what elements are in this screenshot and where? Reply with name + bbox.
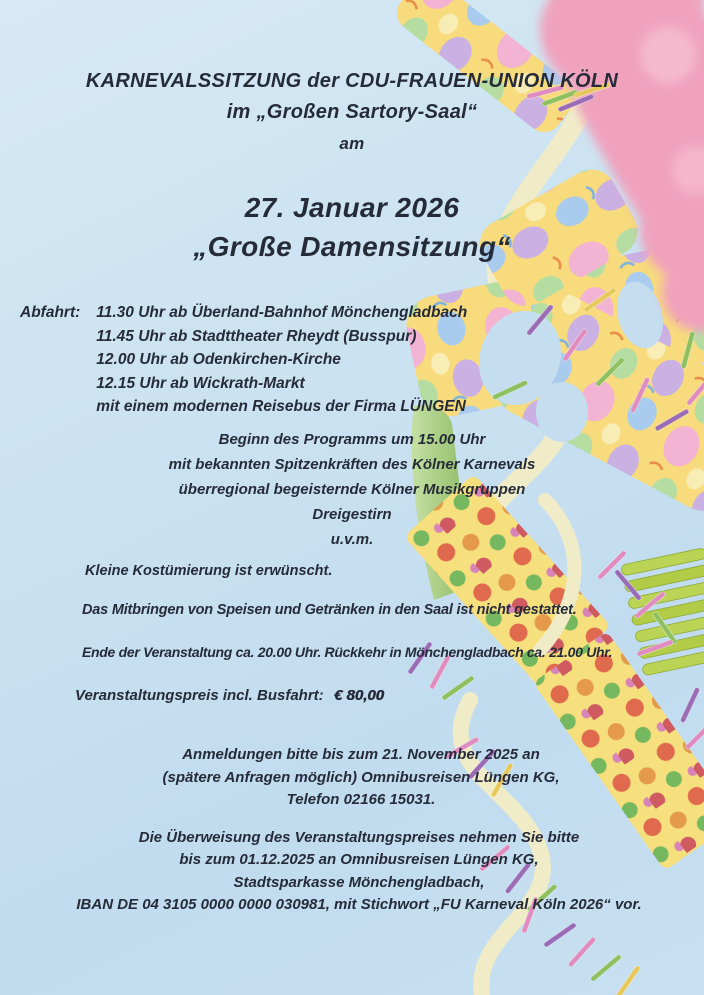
note-food: Das Mitbringen von Speisen und Getränken in den Saal ist nicht gestattet. <box>82 602 577 618</box>
payment-line: Stadtsparkasse Mönchengladbach, <box>233 873 485 891</box>
program-line: mit bekannten Spitzenkräften des Kölner Karnevals <box>168 456 536 473</box>
departure-stop: 11.30 Uhr ab Überland-Bahnhof Mönchengladbach <box>96 304 468 321</box>
flyer-header <box>0 66 704 159</box>
header-line-3: am <box>339 134 365 153</box>
payment-line: bis zum 01.12.2025 an Omnibusreisen Lüngen KG, <box>179 851 539 869</box>
payment-line: Die Überweisung des Veranstaltungspreises nehmen Sie bitte <box>138 829 580 846</box>
program-block <box>0 427 704 552</box>
note-end: Ende der Veranstaltung ca. 20.00 Uhr. Rückkehr in Mönchengladbach ca. 21.00 Uhr. <box>82 644 613 660</box>
registration-line: Telefon 02166 15031. <box>286 791 436 809</box>
payment-block <box>0 827 704 917</box>
program-line: Beginn des Programms um 15.00 Uhr <box>218 431 486 448</box>
price-label: Veranstaltungspreis incl. Busfahrt: <box>75 687 324 704</box>
event-title: „Große Damensitzung“ <box>193 231 511 262</box>
registration-block <box>0 744 704 812</box>
header-line-2: im „Großen Sartory-Saal“ <box>226 101 478 123</box>
header-line-1: KARNEVALSSITZUNG der CDU-FRAUEN-UNION KÖLN <box>85 70 619 92</box>
program-line: Dreigestirn <box>312 506 392 523</box>
event-date: 27. Januar 2026 <box>244 192 460 223</box>
departure-stop: 12.00 Uhr ab Odenkirchen-Kirche <box>96 351 341 368</box>
price-value: € 80,00 <box>333 687 384 704</box>
registration-line: (spätere Anfragen möglich) Omnibusreisen Lüngen KG, <box>162 768 560 786</box>
note-costume: Kleine Kostümierung ist erwünscht. <box>85 563 333 579</box>
departure-list <box>96 301 467 419</box>
departure-stop: 12.15 Uhr ab Wickrath-Markt <box>96 374 305 392</box>
program-line: überregional begeisternde Kölner Musikgruppen <box>178 481 526 498</box>
departure-bus-note: mit einem modernen Reisebus der Firma LÜNGEN <box>96 398 466 415</box>
price-line <box>75 687 384 704</box>
departure-label: Abfahrt: <box>20 304 81 321</box>
payment-line: IBAN DE 04 3105 0000 0000 030981, mit Stichwort „FU Karneval Köln 2026“ vor. <box>76 896 642 914</box>
green-slinky <box>620 548 704 676</box>
program-line: u.v.m. <box>330 531 374 548</box>
registration-line: Anmeldungen bitte bis zum 21. November 2025 an <box>182 746 540 763</box>
departure-block <box>20 301 467 419</box>
departure-stop: 11.45 Uhr ab Stadttheater Rheydt (Busspur) <box>96 327 417 345</box>
event-block <box>0 188 704 266</box>
